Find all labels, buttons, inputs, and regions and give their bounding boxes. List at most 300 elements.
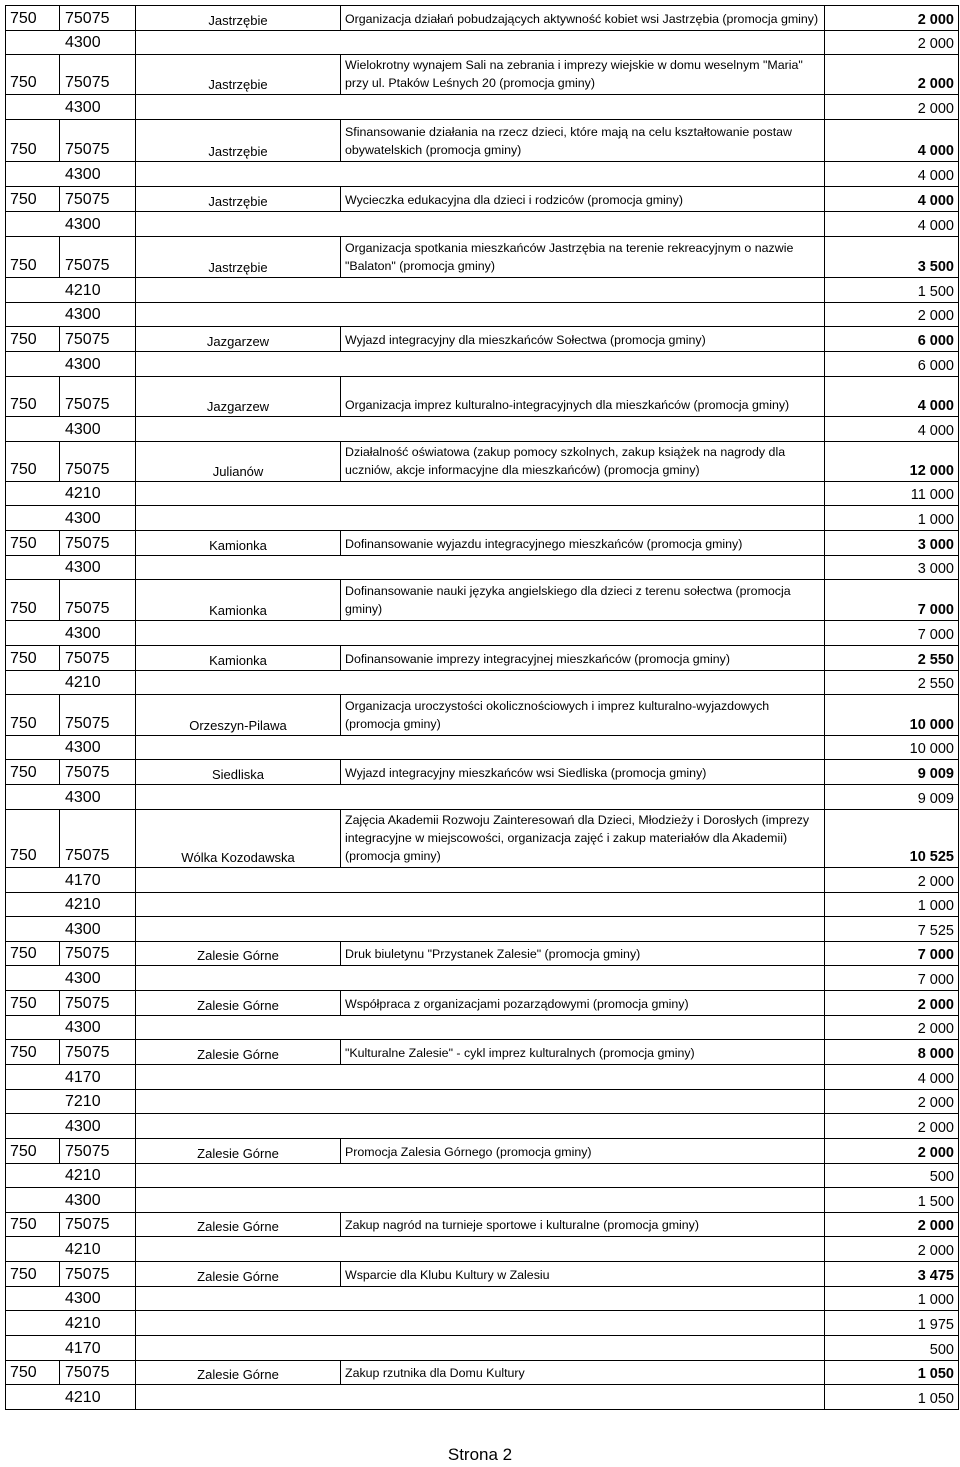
rozdzial-cell: 75075	[60, 760, 136, 784]
rozdzial-cell: 75075	[60, 442, 136, 481]
paragraf-cell: 4300	[60, 506, 136, 530]
empty-cell	[6, 1311, 60, 1335]
place-cell: Zalesie Górne	[136, 1040, 341, 1064]
rozdzial-cell: 75075	[60, 1040, 136, 1064]
description-text: Wycieczka edukacyjna dla dzieci i rodziców (promocja gminy)	[345, 193, 684, 207]
paragraf-cell: 4300	[60, 736, 136, 759]
amount-cell: 8 000	[825, 1040, 959, 1064]
empty-cell	[6, 1287, 60, 1310]
place-cell: Zalesie Górne	[136, 1139, 341, 1163]
description-text: Działalność oświatowa (zakup pomocy szkolnych, zakup książek na nagrody dla uczniów, akcje informacyjne dla mieszkańców) (promocja gminy)	[345, 445, 786, 477]
empty-cell	[136, 417, 341, 441]
paragraf-cell: 4300	[60, 966, 136, 990]
table-row	[6, 1213, 959, 1237]
description-cell	[341, 1139, 825, 1163]
amount-cell: 500	[825, 1164, 959, 1187]
table-subrow	[6, 212, 959, 237]
amount-cell: 6 000	[825, 327, 959, 351]
empty-cell	[136, 671, 341, 694]
table-row	[6, 1361, 959, 1385]
empty-cell	[341, 785, 825, 809]
amount-cell: 2 000	[825, 1237, 959, 1261]
amount-cell: 4 000	[825, 120, 959, 161]
rozdzial-cell: 75075	[60, 942, 136, 965]
paragraf-cell: 4210	[60, 1385, 136, 1409]
table-subrow	[6, 785, 959, 810]
table-subrow	[6, 1385, 959, 1410]
empty-cell	[341, 417, 825, 441]
table-row	[6, 531, 959, 556]
amount-cell: 3 000	[825, 531, 959, 555]
empty-cell	[136, 893, 341, 916]
table-subrow	[6, 482, 959, 506]
empty-cell	[341, 506, 825, 530]
empty-cell	[136, 212, 341, 236]
description-cell	[341, 1262, 825, 1286]
rozdzial-cell: 75075	[60, 810, 136, 867]
dzial-cell: 750	[6, 991, 60, 1015]
rozdzial-cell: 75075	[60, 580, 136, 620]
amount-cell: 4 000	[825, 212, 959, 236]
paragraf-cell: 4300	[60, 556, 136, 579]
empty-cell	[6, 868, 60, 892]
table-subrow	[6, 1188, 959, 1213]
empty-cell	[136, 1237, 341, 1261]
description-cell	[341, 187, 825, 211]
paragraf-cell: 4300	[60, 95, 136, 119]
empty-cell	[136, 621, 341, 645]
rozdzial-cell: 75075	[60, 646, 136, 670]
table-row	[6, 120, 959, 162]
empty-cell	[341, 212, 825, 236]
description-text: Dofinansowanie wyjazdu integracyjnego mieszkańców (promocja gminy)	[345, 537, 743, 551]
empty-cell	[341, 736, 825, 759]
paragraf-cell: 4300	[60, 31, 136, 54]
table-row	[6, 810, 959, 868]
empty-cell	[6, 736, 60, 759]
empty-cell	[136, 785, 341, 809]
amount-cell: 500	[825, 1336, 959, 1360]
description-cell	[341, 237, 825, 277]
rozdzial-cell: 75075	[60, 1139, 136, 1163]
description-cell	[341, 1040, 825, 1064]
table-subrow	[6, 736, 959, 760]
empty-cell	[136, 506, 341, 530]
paragraf-cell: 4300	[60, 352, 136, 376]
table-row	[6, 1262, 959, 1287]
place-cell: Zalesie Górne	[136, 1213, 341, 1236]
empty-cell	[341, 31, 825, 54]
empty-cell	[341, 1090, 825, 1113]
empty-cell	[136, 1114, 341, 1138]
amount-cell: 1 050	[825, 1385, 959, 1409]
empty-cell	[136, 162, 341, 186]
empty-cell	[6, 1090, 60, 1113]
empty-cell	[341, 1164, 825, 1187]
dzial-cell: 750	[6, 327, 60, 351]
description-text: Wsparcie dla Klubu Kultury w Zalesiu	[345, 1268, 550, 1282]
paragraf-cell: 4210	[60, 1311, 136, 1335]
rozdzial-cell: 75075	[60, 327, 136, 351]
table-row	[6, 442, 959, 482]
table-row	[6, 6, 959, 31]
description-cell	[341, 531, 825, 555]
table-subrow	[6, 1336, 959, 1361]
dzial-cell: 750	[6, 55, 60, 94]
table-subrow	[6, 893, 959, 917]
amount-cell: 7 000	[825, 966, 959, 990]
empty-cell	[341, 1065, 825, 1089]
amount-cell: 2 550	[825, 646, 959, 670]
dzial-cell: 750	[6, 695, 60, 735]
table-row	[6, 942, 959, 966]
empty-cell	[136, 95, 341, 119]
place-cell: Orzeszyn-Pilawa	[136, 695, 341, 735]
empty-cell	[6, 212, 60, 236]
rozdzial-cell: 75075	[60, 187, 136, 211]
place-cell: Julianów	[136, 442, 341, 481]
description-cell	[341, 55, 825, 94]
rozdzial-cell: 75075	[60, 531, 136, 555]
empty-cell	[136, 1311, 341, 1335]
amount-cell: 2 000	[825, 1016, 959, 1039]
empty-cell	[341, 95, 825, 119]
amount-cell: 4 000	[825, 417, 959, 441]
place-cell: Zalesie Górne	[136, 1262, 341, 1286]
dzial-cell: 750	[6, 1213, 60, 1236]
amount-cell: 6 000	[825, 352, 959, 376]
place-cell: Siedliska	[136, 760, 341, 784]
budget-table	[5, 5, 959, 1410]
amount-cell: 10 000	[825, 695, 959, 735]
empty-cell	[341, 1287, 825, 1310]
paragraf-cell: 4300	[60, 621, 136, 645]
paragraf-cell: 4300	[60, 785, 136, 809]
place-cell: Kamionka	[136, 531, 341, 555]
table-row	[6, 327, 959, 352]
rozdzial-cell: 75075	[60, 120, 136, 161]
amount-cell: 2 000	[825, 1213, 959, 1236]
dzial-cell: 750	[6, 760, 60, 784]
empty-cell	[341, 1188, 825, 1212]
empty-cell	[6, 278, 60, 302]
empty-cell	[341, 278, 825, 302]
amount-cell: 10 525	[825, 810, 959, 867]
description-cell	[341, 580, 825, 620]
empty-cell	[136, 1090, 341, 1113]
amount-cell: 1 050	[825, 1361, 959, 1384]
paragraf-cell: 4300	[60, 1016, 136, 1039]
table-row	[6, 646, 959, 671]
table-row	[6, 237, 959, 278]
amount-cell: 7 000	[825, 580, 959, 620]
amount-cell: 7 000	[825, 621, 959, 645]
paragraf-cell: 4300	[60, 212, 136, 236]
table-row	[6, 1040, 959, 1065]
amount-cell: 2 000	[825, 868, 959, 892]
amount-cell: 1 000	[825, 893, 959, 916]
amount-cell: 9 009	[825, 785, 959, 809]
place-cell: Jastrzębie	[136, 6, 341, 30]
description-text: "Kulturalne Zalesie" - cykl imprez kulturalnych (promocja gminy)	[345, 1046, 695, 1060]
table-subrow	[6, 671, 959, 695]
table-subrow	[6, 162, 959, 187]
empty-cell	[341, 1311, 825, 1335]
empty-cell	[6, 1164, 60, 1187]
empty-cell	[136, 1016, 341, 1039]
table-row	[6, 55, 959, 95]
empty-cell	[341, 966, 825, 990]
empty-cell	[136, 966, 341, 990]
dzial-cell: 750	[6, 1361, 60, 1384]
dzial-cell: 750	[6, 6, 60, 30]
place-cell: Zalesie Górne	[136, 991, 341, 1015]
dzial-cell: 750	[6, 442, 60, 481]
rozdzial-cell: 75075	[60, 1262, 136, 1286]
place-cell: Jazgarzew	[136, 377, 341, 416]
empty-cell	[6, 917, 60, 941]
empty-cell	[6, 417, 60, 441]
empty-cell	[341, 1114, 825, 1138]
empty-cell	[341, 1237, 825, 1261]
amount-cell: 2 000	[825, 991, 959, 1015]
table-subrow	[6, 278, 959, 303]
description-text: Promocja Zalesia Górnego (promocja gminy)	[345, 1145, 592, 1159]
empty-cell	[341, 917, 825, 941]
description-text: Sfinansowanie działania na rzecz dzieci, które mają na celu kształtowanie postaw obywatelskich (promocja gminy)	[345, 125, 792, 157]
dzial-cell: 750	[6, 1040, 60, 1064]
paragraf-cell: 4300	[60, 1287, 136, 1310]
description-text: Organizacja uroczystości okolicznościowych i imprez kulturalno-wyjazdowych (promocja gminy)	[345, 699, 770, 731]
place-cell: Jazgarzew	[136, 327, 341, 351]
empty-cell	[341, 1016, 825, 1039]
amount-cell: 2 550	[825, 671, 959, 694]
amount-cell: 2 000	[825, 303, 959, 326]
paragraf-cell: 4210	[60, 482, 136, 505]
empty-cell	[136, 1065, 341, 1089]
description-cell	[341, 327, 825, 351]
paragraf-cell: 4210	[60, 278, 136, 302]
description-text: Druk biuletynu "Przystanek Zalesie" (promocja gminy)	[345, 947, 641, 961]
amount-cell: 2 000	[825, 1139, 959, 1163]
empty-cell	[136, 917, 341, 941]
table-subrow	[6, 303, 959, 327]
table-subrow	[6, 868, 959, 893]
place-cell: Jastrzębie	[136, 120, 341, 161]
table-row	[6, 187, 959, 212]
empty-cell	[136, 303, 341, 326]
description-cell	[341, 942, 825, 965]
empty-cell	[136, 482, 341, 505]
empty-cell	[136, 352, 341, 376]
empty-cell	[136, 1336, 341, 1360]
description-text: Organizacja spotkania mieszkańców Jastrzębia na terenie rekreacyjnym o nazwie "Balaton" (promocja gminy)	[345, 241, 794, 273]
table-subrow	[6, 1287, 959, 1311]
table-subrow	[6, 1237, 959, 1262]
rozdzial-cell: 75075	[60, 6, 136, 30]
description-text: Zakup rzutnika dla Domu Kultury	[345, 1366, 525, 1380]
description-text: Dofinansowanie imprezy integracyjnej mieszkańców (promocja gminy)	[345, 652, 730, 666]
amount-cell: 9 009	[825, 760, 959, 784]
empty-cell	[136, 556, 341, 579]
empty-cell	[341, 868, 825, 892]
amount-cell: 2 000	[825, 6, 959, 30]
empty-cell	[136, 868, 341, 892]
amount-cell: 4 000	[825, 162, 959, 186]
description-text: Organizacja imprez kulturalno-integracyjnych dla mieszkańców (promocja gminy)	[345, 398, 790, 412]
rozdzial-cell: 75075	[60, 991, 136, 1015]
empty-cell	[341, 303, 825, 326]
empty-cell	[6, 1336, 60, 1360]
table-subrow	[6, 556, 959, 580]
empty-cell	[6, 893, 60, 916]
empty-cell	[136, 31, 341, 54]
description-cell	[341, 442, 825, 481]
place-cell: Jastrzębie	[136, 237, 341, 277]
paragraf-cell: 4210	[60, 1237, 136, 1261]
table-subrow	[6, 1090, 959, 1114]
empty-cell	[6, 352, 60, 376]
place-cell: Kamionka	[136, 646, 341, 670]
empty-cell	[6, 1016, 60, 1039]
empty-cell	[6, 1065, 60, 1089]
amount-cell: 4 000	[825, 187, 959, 211]
empty-cell	[6, 1114, 60, 1138]
paragraf-cell: 4300	[60, 917, 136, 941]
page-number: Strona 2	[447, 1445, 513, 1464]
table-subrow	[6, 95, 959, 120]
empty-cell	[136, 1385, 341, 1409]
description-text: Dofinansowanie nauki języka angielskiego dla dzieci z terenu sołectwa (promocja gminy)	[345, 584, 791, 616]
amount-cell: 11 000	[825, 482, 959, 505]
amount-cell: 7 525	[825, 917, 959, 941]
empty-cell	[6, 621, 60, 645]
description-cell	[341, 1213, 825, 1236]
table-subrow	[6, 917, 959, 942]
rozdzial-cell: 75075	[60, 55, 136, 94]
empty-cell	[341, 352, 825, 376]
description-cell	[341, 646, 825, 670]
rozdzial-cell: 75075	[60, 1361, 136, 1384]
empty-cell	[341, 482, 825, 505]
place-cell: Kamionka	[136, 580, 341, 620]
description-cell	[341, 1361, 825, 1384]
table-subrow	[6, 1114, 959, 1139]
dzial-cell: 750	[6, 942, 60, 965]
place-cell: Zalesie Górne	[136, 942, 341, 965]
description-text: Wyjazd integracyjny dla mieszkańców Sołectwa (promocja gminy)	[345, 333, 706, 347]
empty-cell	[6, 482, 60, 505]
amount-cell: 4 000	[825, 1065, 959, 1089]
description-cell	[341, 991, 825, 1015]
amount-cell: 1 000	[825, 506, 959, 530]
dzial-cell: 750	[6, 531, 60, 555]
empty-cell	[6, 1385, 60, 1409]
place-cell: Wólka Kozodawska	[136, 810, 341, 867]
amount-cell: 2 000	[825, 1114, 959, 1138]
amount-cell: 1 500	[825, 1188, 959, 1212]
description-text: Wielokrotny wynajem Sali na zebrania i imprezy wiejskie w domu weselnym "Maria" przy ul. Ptaków Leśnych 20 (promocja gminy)	[345, 58, 803, 90]
paragraf-cell: 4300	[60, 162, 136, 186]
table-row	[6, 695, 959, 736]
empty-cell	[341, 893, 825, 916]
amount-cell: 1 500	[825, 278, 959, 302]
empty-cell	[341, 1385, 825, 1409]
empty-cell	[136, 1164, 341, 1187]
amount-cell: 7 000	[825, 942, 959, 965]
empty-cell	[6, 785, 60, 809]
empty-cell	[6, 95, 60, 119]
paragraf-cell: 7210	[60, 1090, 136, 1113]
table-row	[6, 377, 959, 417]
table-subrow	[6, 966, 959, 991]
empty-cell	[136, 736, 341, 759]
table-subrow	[6, 352, 959, 377]
amount-cell: 2 000	[825, 55, 959, 94]
table-subrow	[6, 417, 959, 442]
paragraf-cell: 4300	[60, 1114, 136, 1138]
dzial-cell: 750	[6, 120, 60, 161]
empty-cell	[341, 162, 825, 186]
empty-cell	[341, 1336, 825, 1360]
empty-cell	[6, 556, 60, 579]
amount-cell: 3 000	[825, 556, 959, 579]
empty-cell	[6, 671, 60, 694]
table-subrow	[6, 31, 959, 55]
amount-cell: 12 000	[825, 442, 959, 481]
description-cell	[341, 760, 825, 784]
amount-cell: 1 975	[825, 1311, 959, 1335]
dzial-cell: 750	[6, 646, 60, 670]
empty-cell	[136, 1188, 341, 1212]
table-subrow	[6, 1065, 959, 1090]
rozdzial-cell: 75075	[60, 1213, 136, 1236]
paragraf-cell: 4210	[60, 1164, 136, 1187]
dzial-cell: 750	[6, 1139, 60, 1163]
table-subrow	[6, 621, 959, 646]
empty-cell	[6, 506, 60, 530]
table-row	[6, 580, 959, 621]
description-cell	[341, 695, 825, 735]
amount-cell: 2 000	[825, 1090, 959, 1113]
paragraf-cell: 4300	[60, 303, 136, 326]
description-text: Organizacja działań pobudzających aktywność kobiet wsi Jastrzębia (promocja gminy)	[345, 12, 819, 26]
empty-cell	[6, 31, 60, 54]
dzial-cell: 750	[6, 377, 60, 416]
table-subrow	[6, 1164, 959, 1188]
empty-cell	[6, 162, 60, 186]
empty-cell	[136, 278, 341, 302]
paragraf-cell: 4170	[60, 868, 136, 892]
amount-cell: 2 000	[825, 31, 959, 54]
amount-cell: 2 000	[825, 95, 959, 119]
dzial-cell: 750	[6, 580, 60, 620]
paragraf-cell: 4210	[60, 671, 136, 694]
empty-cell	[6, 1188, 60, 1212]
description-cell	[341, 120, 825, 161]
rozdzial-cell: 75075	[60, 377, 136, 416]
rozdzial-cell: 75075	[60, 695, 136, 735]
table-row	[6, 760, 959, 785]
paragraf-cell: 4210	[60, 893, 136, 916]
amount-cell: 3 475	[825, 1262, 959, 1286]
amount-cell: 10 000	[825, 736, 959, 759]
amount-cell: 4 000	[825, 377, 959, 416]
paragraf-cell: 4300	[60, 1188, 136, 1212]
dzial-cell: 750	[6, 1262, 60, 1286]
empty-cell	[6, 1237, 60, 1261]
amount-cell: 1 000	[825, 1287, 959, 1310]
